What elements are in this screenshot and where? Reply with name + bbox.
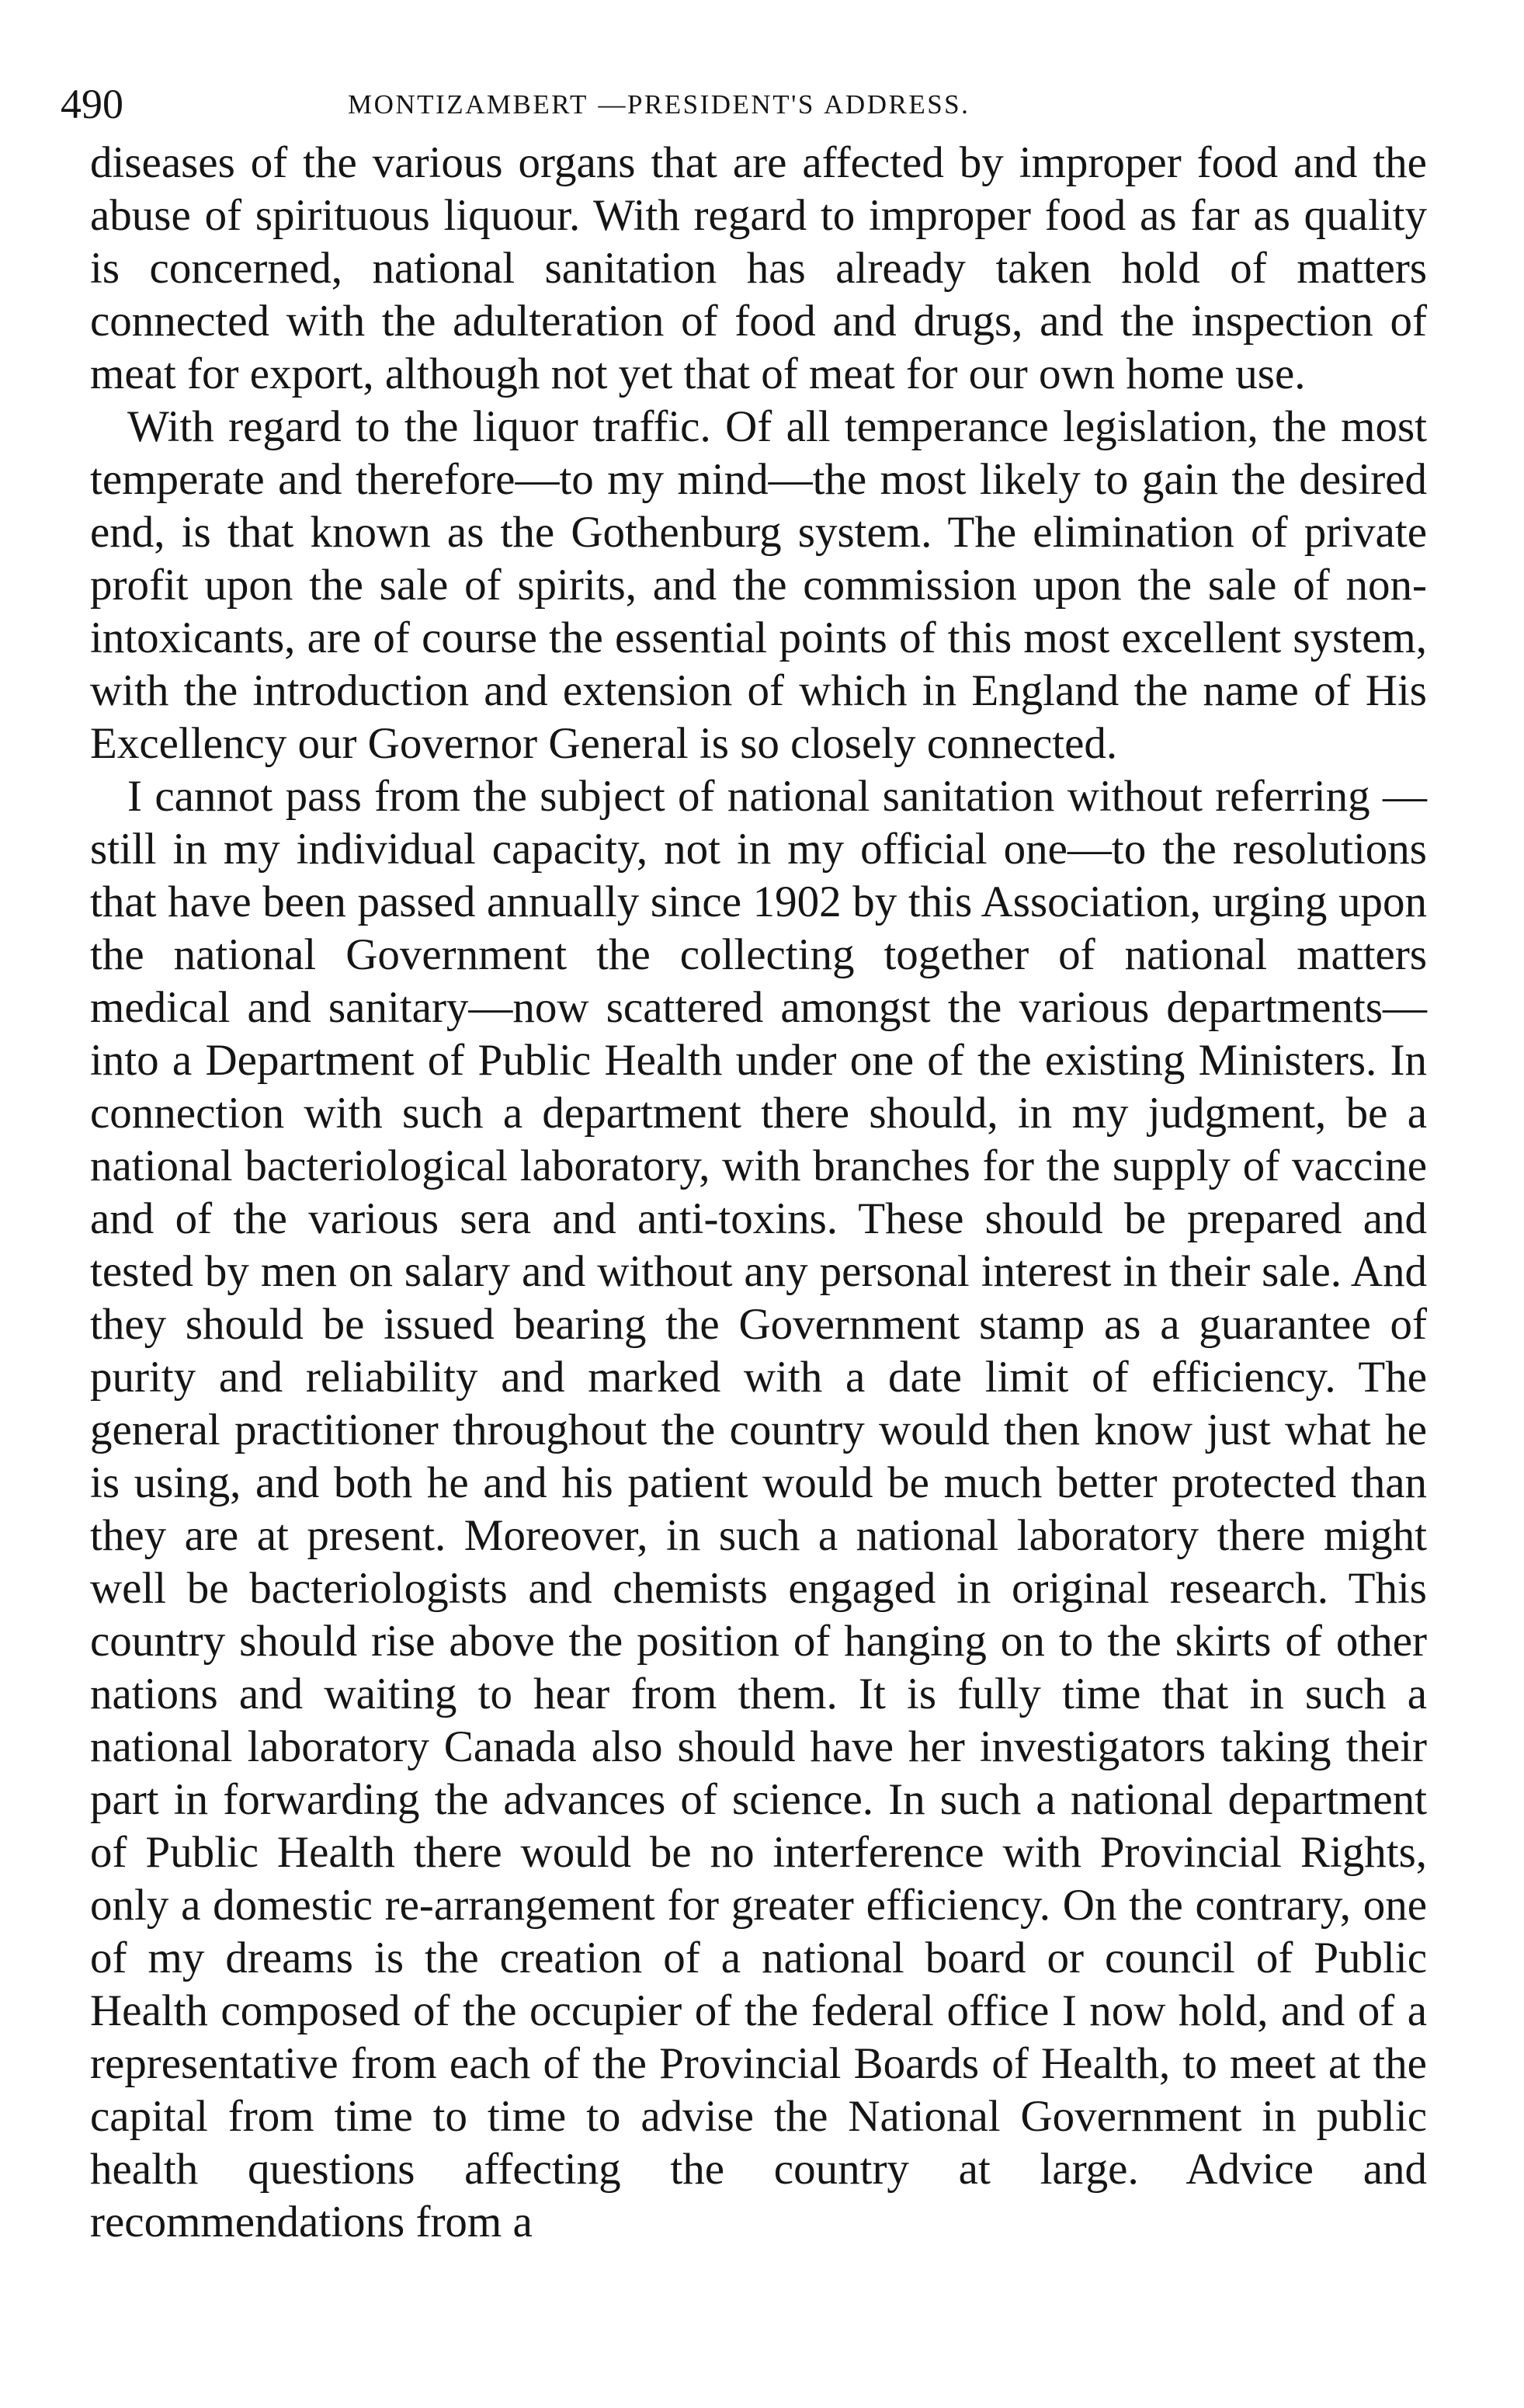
paragraph-continuation: diseases of the various organs that are affected by improper food and the abuse of spirituous liquour. With regard to improper food as far as quality is concerned, national sanitation has already taken hold of matters connected with the adulteration of food and drugs, and the inspection of meat for export, although not yet that of meat for our own home use. [90,138,1427,398]
article-body [90,137,1427,2249]
page-header [61,76,1462,132]
paragraph-national-sanitation: I cannot pass from the subject of national sanitation without referring —still in my individual capacity, not in my official one—to the resolutions that have been passed annually since 1902 by this Association, urging upon the national Government the collecting together of national matters medical and sanitary—now scattered amongst the various departments— into a Department of Public Health under one of the existing Ministers. In connection with such a department there should, in my judgment, be a national bacteriological laboratory, with branches for the supply of vaccine and of the various sera and anti-toxins. These should be prepared and tested by men on salary and without any personal interest in their sale. And they should be issued bearing the Government stamp as a guarantee of purity and reliability and marked with a date limit of efficiency. The general practitioner throughout the country would then know just what he is using, and both he and his patient would be much better protected than they are at present. Moreover, in such a national laboratory there might well be bacteriologists and chemists engaged in original research. This country should rise above the position of hanging on to the skirts of other nations and waiting to hear from them. It is fully time that in such a national laboratory Canada also should have her investigators taking their part in forwarding the advances of science. In such a national department of Public Health there would be no interference with Provincial Rights, only a domestic re-arrangement for greater efficiency. On the contrary, one of my dreams is the creation of a national board or council of Public Health composed of the occupier of the federal office I now hold, and of a representative from each of the Provincial Boards of Health, to meet at the capital from time to time to advise the National Government in public health questions affecting the country at large. Advice and recommendations from a [90,772,1427,2246]
page-number: 490 [61,81,123,127]
paragraph-liquor-traffic: With regard to the liquor traffic. Of all temperance legislation, the most temperate and therefore—to my mind—the most likely to gain the desired end, is that known as the Gothenburg system. The elimination of private profit upon the sale of spirits, and the commission upon the sale of non-intoxicants, are of course the essential points of this most excellent system, with the introduction and extension of which in England the name of His Excellency our Governor General is so closely connected. [90,402,1427,768]
running-head: MONTIZAMBERT —PRESIDENT'S ADDRESS. [348,89,970,120]
